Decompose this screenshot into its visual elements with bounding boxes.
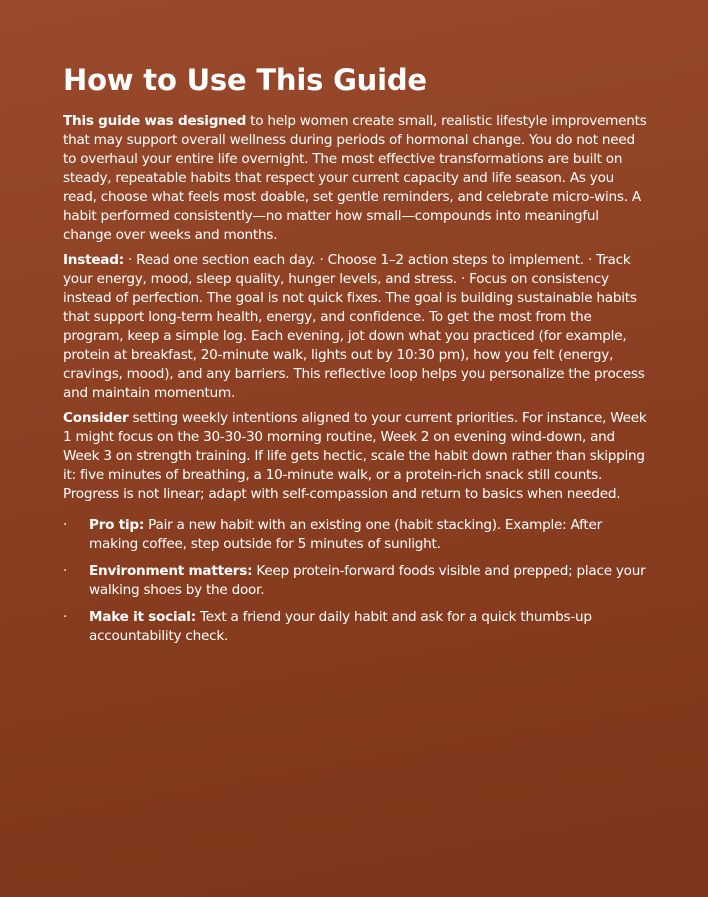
tip-text: Text a friend your daily habit and ask for a quick thumbs-up accountability check. (89, 609, 592, 644)
list-item (63, 516, 647, 554)
tip-lead: Pro tip: (89, 517, 145, 533)
paragraph-instead (63, 251, 647, 403)
tips-list (63, 516, 647, 646)
paragraph-intro-lead: This guide was designed (63, 113, 247, 129)
paragraph-consider-text: setting weekly intentions aligned to your current priorities. For instance, Week 1 might focus on the 30-30-30 morning routine, Week 2 on evening wind-down, and Week 3 on strength training. If life gets hectic, scale the habit down rather than skipping it: five minutes of breathing, a 10-minute walk, or a protein-rich snack still counts. Progress is not linear; adapt with self-compassion and return to basics when needed. (63, 410, 647, 502)
page-title: How to Use This Guide (63, 63, 427, 97)
tip-text: Pair a new habit with an existing one (habit stacking). Example: After making coffee, step outside for 5 minutes of sunlight. (89, 517, 602, 552)
bullet-icon: · (63, 563, 68, 579)
bullet-icon: · (63, 517, 68, 533)
bullet-icon: · (63, 609, 68, 625)
guide-page (63, 62, 647, 654)
list-item (63, 608, 647, 646)
paragraph-intro-text: to help women create small, realistic lifestyle improvements that may support overall wellness during periods of hormonal change. You do not need to overhaul your entire life overnight. The most effective transformations are built on steady, repeatable habits that respect your current capacity and life season. As you read, choose what feels most doable, set gentle reminders, and celebrate micro-wins. A habit performed consistently—no matter how small—compounds into meaningful change over weeks and months. (63, 113, 647, 243)
tip-text: Keep protein-forward foods visible and prepped; place your walking shoes by the door. (89, 563, 646, 598)
paragraph-consider-lead: Consider (63, 410, 129, 426)
tip-lead: Make it social: (89, 609, 196, 625)
tip-lead: Environment matters: (89, 563, 253, 579)
paragraph-intro (63, 112, 647, 245)
paragraph-instead-text: · Read one section each day. · Choose 1–2 action steps to implement. · Track your energy, mood, sleep quality, hunger levels, and stress. · Focus on consistency instead of perfection. The goal is not quick fixes. The goal is building sustainable habits that support long-term health, energy, and confidence. To get the most from the program, keep a simple log. Each evening, jot down what you practiced (for example, protein at breakfast, 20-minute walk, lights out by 10:30 pm), how you felt (energy, cravings, mood), and any barriers. This reflective loop helps you personalize the process and maintain momentum. (63, 252, 645, 401)
paragraph-instead-lead: Instead: (63, 252, 124, 268)
paragraph-consider (63, 409, 647, 504)
list-item (63, 562, 647, 600)
